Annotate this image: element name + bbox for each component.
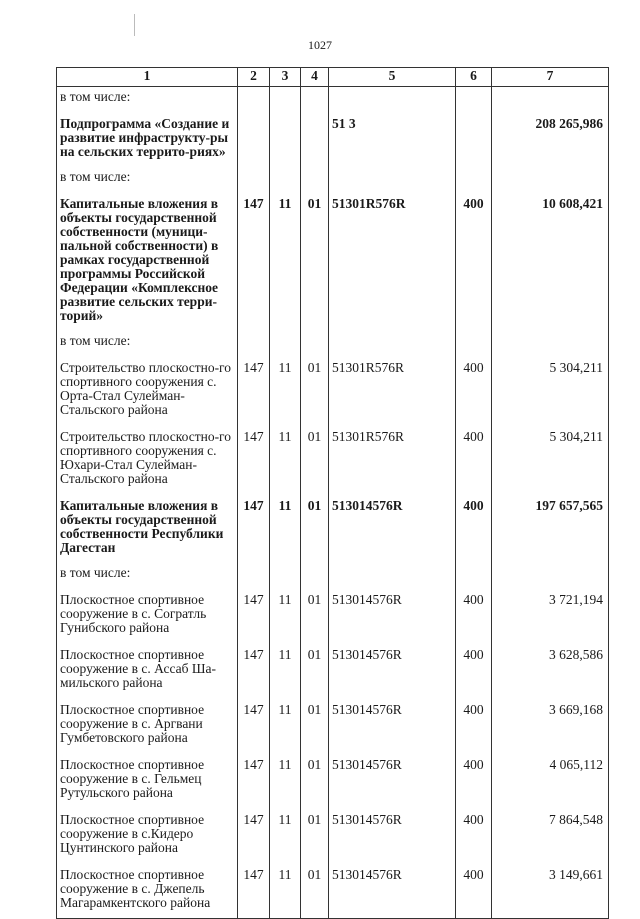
empty-cell bbox=[329, 167, 456, 192]
expense-type-cell: 400 bbox=[456, 356, 492, 425]
expense-type-cell: 400 bbox=[456, 494, 492, 563]
column-header: 2 bbox=[238, 68, 270, 87]
admin-code-cell: 147 bbox=[238, 588, 270, 643]
table-row bbox=[57, 356, 609, 425]
amount-cell: 5 304,211 bbox=[492, 425, 609, 494]
empty-cell bbox=[270, 563, 301, 588]
empty-cell bbox=[492, 563, 609, 588]
target-article-cell: 513014576R bbox=[329, 863, 456, 919]
admin-code-cell: 147 bbox=[238, 494, 270, 563]
subheading-row bbox=[57, 167, 609, 192]
empty-cell bbox=[238, 563, 270, 588]
target-article-cell: 51 3 bbox=[329, 112, 456, 167]
empty-cell bbox=[456, 331, 492, 356]
item-name-cell: Плоскостное спортивное сооружение в с. Аргвани Гумбетовского района bbox=[57, 698, 238, 753]
empty-cell bbox=[329, 563, 456, 588]
admin-code-cell: 147 bbox=[238, 356, 270, 425]
empty-cell bbox=[329, 331, 456, 356]
column-header: 6 bbox=[456, 68, 492, 87]
target-article-cell: 51301R576R bbox=[329, 192, 456, 331]
target-article-cell: 513014576R bbox=[329, 588, 456, 643]
table-row bbox=[57, 192, 609, 331]
target-article-cell: 513014576R bbox=[329, 494, 456, 563]
section-cell: 11 bbox=[270, 698, 301, 753]
amount-cell: 3 669,168 bbox=[492, 698, 609, 753]
admin-code-cell: 147 bbox=[238, 808, 270, 863]
amount-cell: 3 149,661 bbox=[492, 863, 609, 919]
empty-cell bbox=[301, 87, 329, 113]
page-number: 1027 bbox=[308, 38, 332, 52]
expense-type-cell: 400 bbox=[456, 808, 492, 863]
expense-type-cell: 400 bbox=[456, 863, 492, 919]
empty-cell bbox=[456, 87, 492, 113]
subsection-cell: 01 bbox=[301, 192, 329, 331]
item-name-cell: Капитальные вложения в объекты государственной собственности (муници-пальной собственности) в рамках государственной программы Российской Федерации «Комплексное развитие сельских терри-торий» bbox=[57, 192, 238, 331]
section-cell: 11 bbox=[270, 588, 301, 643]
expense-type-cell: 400 bbox=[456, 192, 492, 331]
empty-cell bbox=[270, 87, 301, 113]
target-article-cell: 513014576R bbox=[329, 753, 456, 808]
subheading-row bbox=[57, 331, 609, 356]
empty-cell bbox=[301, 563, 329, 588]
subsection-cell: 01 bbox=[301, 643, 329, 698]
empty-cell bbox=[492, 87, 609, 113]
column-header: 1 bbox=[57, 68, 238, 87]
item-name-cell: Плоскостное спортивное сооружение в с. Гельмец Рутульского района bbox=[57, 753, 238, 808]
target-article-cell: 51301R576R bbox=[329, 356, 456, 425]
table-row bbox=[57, 494, 609, 563]
section-cell bbox=[270, 112, 301, 167]
subheading-row bbox=[57, 87, 609, 113]
expense-type-cell: 400 bbox=[456, 425, 492, 494]
target-article-cell: 513014576R bbox=[329, 698, 456, 753]
table-row bbox=[57, 808, 609, 863]
expense-type-cell bbox=[456, 112, 492, 167]
item-name-cell: Подпрограмма «Создание и развитие инфраструкту-ры на сельских террито-риях» bbox=[57, 112, 238, 167]
section-cell: 11 bbox=[270, 808, 301, 863]
table-row bbox=[57, 588, 609, 643]
expense-type-cell: 400 bbox=[456, 588, 492, 643]
subsection-cell: 01 bbox=[301, 356, 329, 425]
empty-cell bbox=[456, 167, 492, 192]
section-cell: 11 bbox=[270, 753, 301, 808]
subsection-cell: 01 bbox=[301, 698, 329, 753]
subheading-text: в том числе: bbox=[57, 87, 238, 113]
empty-cell bbox=[301, 167, 329, 192]
column-header: 5 bbox=[329, 68, 456, 87]
table-row bbox=[57, 698, 609, 753]
section-cell: 11 bbox=[270, 863, 301, 919]
subheading-text: в том числе: bbox=[57, 563, 238, 588]
empty-cell bbox=[492, 331, 609, 356]
item-name-cell: Плоскостное спортивное сооружение в с. Ассаб Ша-мильского района bbox=[57, 643, 238, 698]
column-header: 4 bbox=[301, 68, 329, 87]
subsection-cell: 01 bbox=[301, 808, 329, 863]
table-row bbox=[57, 643, 609, 698]
table-row bbox=[57, 753, 609, 808]
item-name-cell: Капитальные вложения в объекты государственной собственности Республики Дагестан bbox=[57, 494, 238, 563]
item-name-cell: Плоскостное спортивное сооружение в с.Кидеро Цунтинского района bbox=[57, 808, 238, 863]
target-article-cell: 513014576R bbox=[329, 643, 456, 698]
subheading-text: в том числе: bbox=[57, 167, 238, 192]
admin-code-cell: 147 bbox=[238, 425, 270, 494]
admin-code-cell bbox=[238, 112, 270, 167]
amount-cell: 7 864,548 bbox=[492, 808, 609, 863]
column-header: 3 bbox=[270, 68, 301, 87]
empty-cell bbox=[492, 167, 609, 192]
item-name-cell: Плоскостное спортивное сооружение в с. Согратль Гунибского района bbox=[57, 588, 238, 643]
amount-cell: 5 304,211 bbox=[492, 356, 609, 425]
item-name-cell: Строительство плоскостно-го спортивного сооружения с. Юхари-Стал Сулейман-Стальского района bbox=[57, 425, 238, 494]
target-article-cell: 513014576R bbox=[329, 808, 456, 863]
admin-code-cell: 147 bbox=[238, 643, 270, 698]
target-article-cell: 51301R576R bbox=[329, 425, 456, 494]
empty-cell bbox=[270, 167, 301, 192]
subsection-cell: 01 bbox=[301, 494, 329, 563]
empty-cell bbox=[329, 87, 456, 113]
header-row bbox=[57, 68, 609, 87]
subsection-cell: 01 bbox=[301, 863, 329, 919]
amount-cell: 10 608,421 bbox=[492, 192, 609, 331]
subsection-cell: 01 bbox=[301, 425, 329, 494]
subheading-text: в том числе: bbox=[57, 331, 238, 356]
amount-cell: 4 065,112 bbox=[492, 753, 609, 808]
amount-cell: 3 628,586 bbox=[492, 643, 609, 698]
admin-code-cell: 147 bbox=[238, 753, 270, 808]
table-row bbox=[57, 112, 609, 167]
amount-cell: 3 721,194 bbox=[492, 588, 609, 643]
section-cell: 11 bbox=[270, 192, 301, 331]
table-row bbox=[57, 863, 609, 919]
amount-cell: 197 657,565 bbox=[492, 494, 609, 563]
table-row bbox=[57, 425, 609, 494]
subsection-cell: 01 bbox=[301, 753, 329, 808]
section-cell: 11 bbox=[270, 356, 301, 425]
expense-type-cell: 400 bbox=[456, 643, 492, 698]
admin-code-cell: 147 bbox=[238, 863, 270, 919]
subheading-row bbox=[57, 563, 609, 588]
section-cell: 11 bbox=[270, 643, 301, 698]
section-cell: 11 bbox=[270, 494, 301, 563]
empty-cell bbox=[270, 331, 301, 356]
expense-type-cell: 400 bbox=[456, 698, 492, 753]
amount-cell: 208 265,986 bbox=[492, 112, 609, 167]
subsection-cell: 01 bbox=[301, 588, 329, 643]
budget-table bbox=[56, 67, 609, 919]
empty-cell bbox=[238, 167, 270, 192]
item-name-cell: Строительство плоскостно-го спортивного сооружения с. Орта-Стал Сулейман-Стальского района bbox=[57, 356, 238, 425]
subsection-cell bbox=[301, 112, 329, 167]
item-name-cell: Плоскостное спортивное сооружение в с. Джепель Магарамкентского района bbox=[57, 863, 238, 919]
column-header: 7 bbox=[492, 68, 609, 87]
section-cell: 11 bbox=[270, 425, 301, 494]
scan-artifact-line bbox=[134, 14, 135, 36]
empty-cell bbox=[301, 331, 329, 356]
expense-type-cell: 400 bbox=[456, 753, 492, 808]
admin-code-cell: 147 bbox=[238, 192, 270, 331]
admin-code-cell: 147 bbox=[238, 698, 270, 753]
empty-cell bbox=[238, 331, 270, 356]
empty-cell bbox=[238, 87, 270, 113]
empty-cell bbox=[456, 563, 492, 588]
